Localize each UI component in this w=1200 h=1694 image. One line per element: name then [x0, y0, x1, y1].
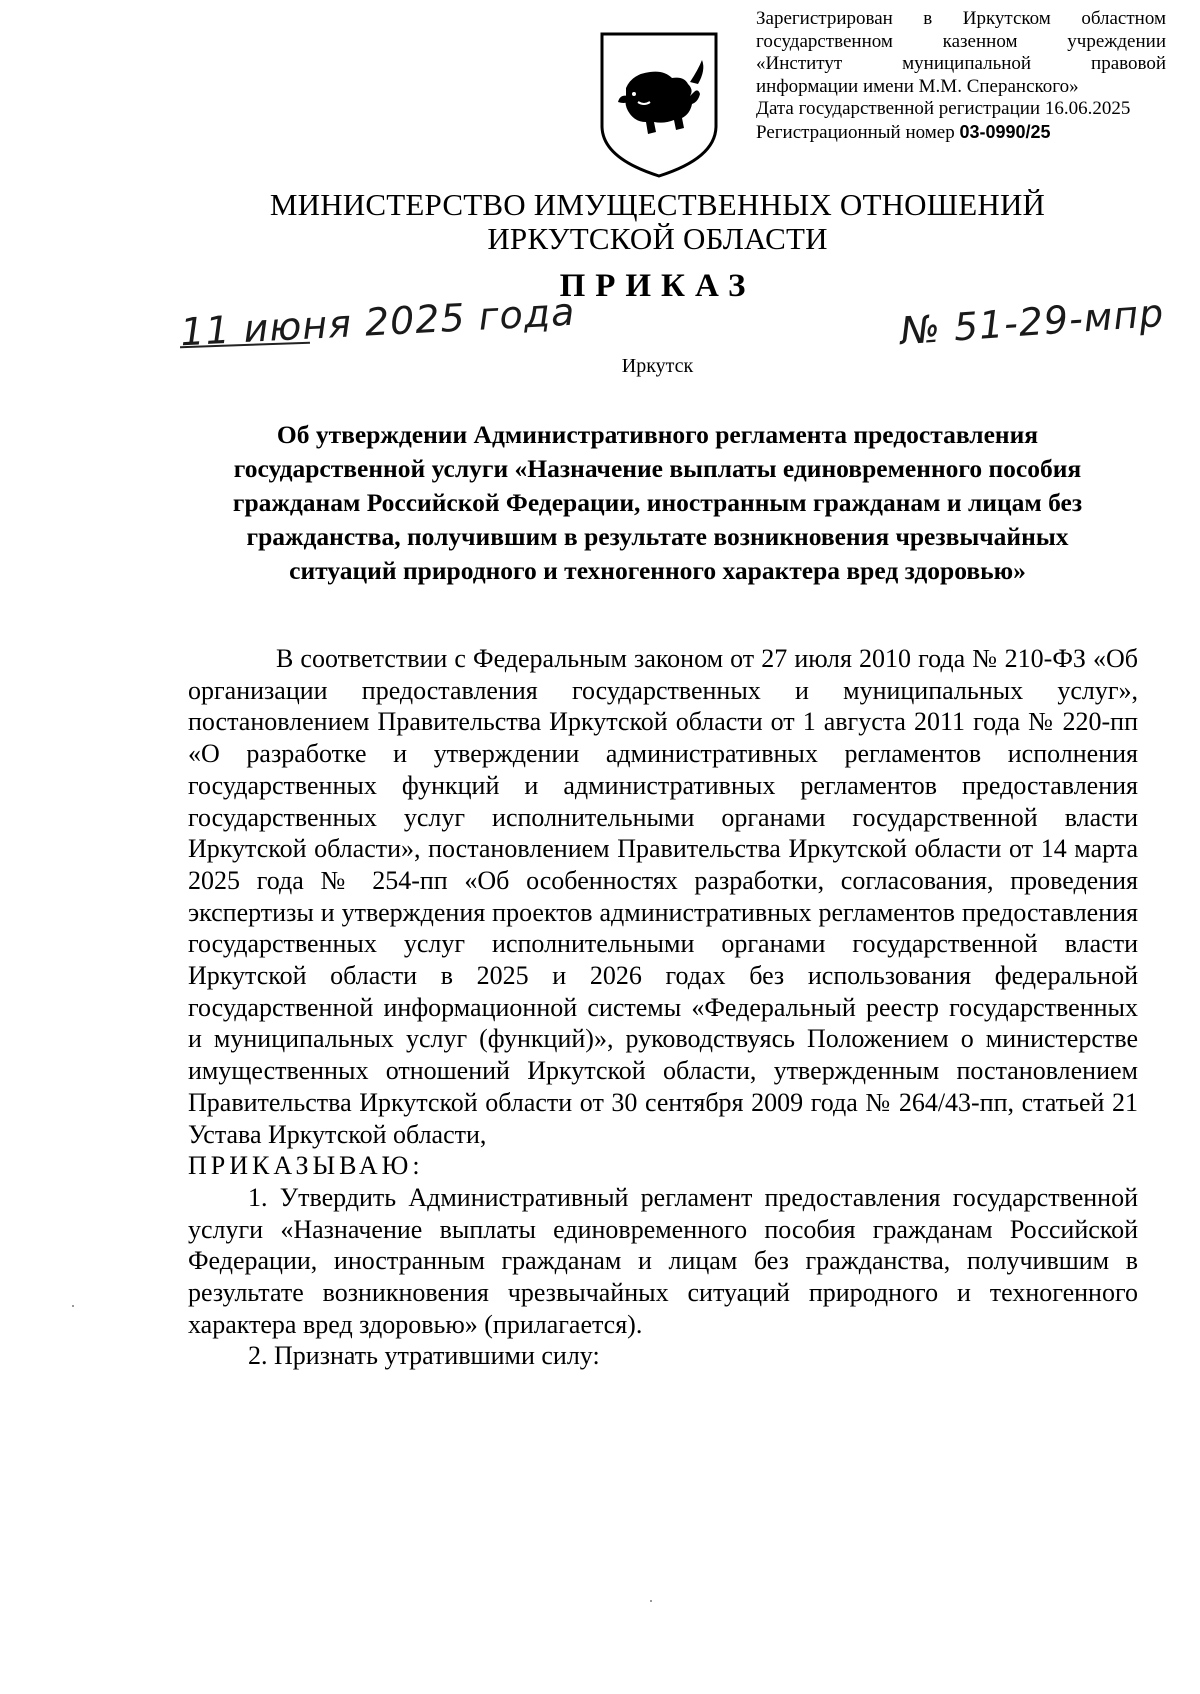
order-item-1: 1. Утвердить Административный регламент предоставления государственной услуги «Назначение выплаты единовременного пособия гражданам Российской Федерации, иностранным гражданам и лицам без гражданства, получившим в результате возникновения чрезвычайных ситуаций природного и техногенного характера вред здоровью» (прилагается).	[188, 1182, 1138, 1339]
scan-speck	[650, 1600, 652, 1602]
registration-line-3: «Институт муниципальной правовой	[756, 53, 1166, 74]
handwritten-order-number: № 51-29-мпр	[898, 290, 1166, 354]
ministry-heading	[0, 188, 1200, 256]
city-label: Иркутск	[621, 355, 694, 377]
registration-number-label: Регистрационный номер	[756, 121, 955, 143]
ministry-name-line-2: ИРКУТСКОЙ ОБЛАСТИ	[487, 221, 828, 256]
registration-stamp	[756, 8, 1166, 144]
irkutsk-coat-of-arms-icon	[598, 30, 720, 178]
scan-speck	[72, 1305, 74, 1307]
order-word: ПРИКАЗЫВАЮ:	[188, 1151, 424, 1181]
ministry-name-line-1: МИНИСТЕРСТВО ИМУЩЕСТВЕННЫХ ОТНОШЕНИЙ	[269, 187, 1046, 222]
document-type-title: ПРИКАЗ	[559, 268, 756, 304]
document-subject: Об утверждении Административного регламента предоставления государственной услуги «Назначение выплаты единовременного пособия гражданам Российской Федерации, иностранным гражданам и лицам без гражданства, получившим в результате возникновения чрезвычайных ситуаций природного и техногенного характера вред здоровью»	[232, 420, 1083, 585]
registration-line-2: государственном казенном учреждении	[756, 30, 1166, 52]
order-item-2: 2. Признать утратившими силу:	[248, 1341, 600, 1371]
handwritten-date: 11 июня 2025 года	[179, 289, 577, 355]
registration-line-1: Зарегистрирован в Иркутском областном	[756, 8, 1166, 29]
document-body	[188, 643, 1138, 1372]
registration-number: 03-0990/25	[959, 121, 1051, 142]
registration-line-4: информации имени М.М. Сперанского»	[756, 75, 1079, 97]
registration-line-5: Дата государственной регистрации 16.06.2025	[756, 98, 1131, 119]
registration-number-line	[756, 121, 1166, 145]
preamble-paragraph: В соответствии с Федеральным законом от 27 июля 2010 года № 210-ФЗ «Об организации предоставления государственных и муниципальных услуг», постановлением Правительства Иркутской области от 1 августа 2011 года № 220-пп «О разработке и утверждении административных регламентов исполнения государственных функций и административных регламентов предоставления государственных услуг исполнительными органами государственной власти Иркутской области», постановлением Правительства Иркутской области от 14 марта 2025 года № 254-пп «Об особенностях разработки, согласования, проведения экспертизы и утверждения проектов административных регламентов предоставления государственных услуг исполнительными органами государственной власти Иркутской области в 2025 и 2026 годах без использования федеральной государственной информационной системы «Федеральный реестр государственных и муниципальных услуг (функций)», руководствуясь Положением о министерстве имущественных отношений Иркутской области, утвержденным постановлением Правительства Иркутской области от 30 сентября 2009 года № 264/43-пп, статьей 21 Устава Иркутской области,	[188, 644, 1138, 1149]
